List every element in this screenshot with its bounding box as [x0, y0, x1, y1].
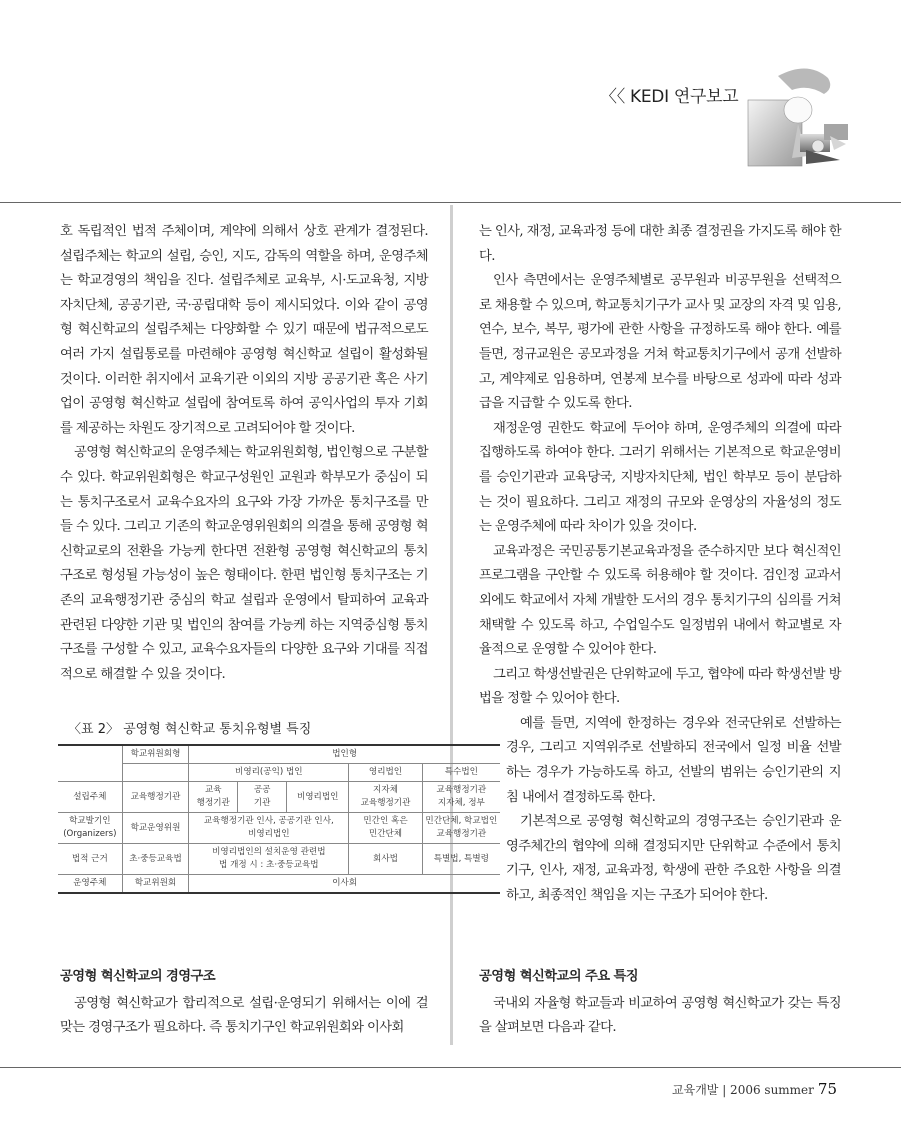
table-cell: 민간단체, 학교법인 교육행정기관 [422, 813, 500, 844]
table-row [58, 764, 500, 782]
table-cell: 교육행정기관 [122, 782, 189, 813]
table-cell: 설립주체 [58, 782, 122, 813]
table-row [58, 745, 500, 764]
kedi-logo-icon [742, 64, 860, 170]
paragraph: 는 인사, 재정, 교육과정 등에 대한 최종 결정권을 가지도록 해야 한다. [479, 224, 841, 264]
governance-table [58, 744, 500, 894]
section-heading: 공영형 혁신학교의 주요 특징 [479, 969, 639, 984]
table-title: 〈표 2〉 공영형 혁신학교 통치유형별 특징 [68, 722, 312, 737]
page-footer [672, 1080, 837, 1098]
table-cell: 이사회 [189, 875, 500, 894]
column-divider [450, 945, 453, 1045]
table-cell: 법인형 [189, 745, 500, 764]
table-cell: 운영주체 [58, 875, 122, 894]
paragraph: 재정운영 권한도 학교에 두어야 하며, 운영주체의 의결에 따라 집행하도록 하여야 한다. 그러기 위해서는 기본적으로 학교운영비를 승인기관과 교육당국, 지방자치단체, 법인 학부모 등이 분담하는 것이 필요하다. 그리고 재정의 규모와 운영상의 자율성의 정도는 운영주체에 따라 차이가 있을 것이다. [479, 420, 841, 535]
paragraph: 공영형 혁신학교의 운영주체는 학교위원회형, 법인형으로 구분할 수 있다. 학교위원회형은 학교구성원인 교원과 학부모가 중심이 되는 통치구조로서 교육수요자의 요구와 가장 가까운 통치구조를 만들 수 있다. 그리고 기존의 학교운영위원회의 의결을 통해 공영형 혁신학교로의 전환을 가능케 한다면 전환형 공영형 혁신학교의 통치구조로 형성될 가능성이 높은 형태이다. 한편 법인형 통치구조는 기존의 교육행정기관 중심의 학교 설립과 운영에서 탈피하여 교육과 관련된 다양한 기관 및 법인의 참여를 가능케 하는 지역중심형 통치구조를 구성할 수 있고, 교육수요자들의 다양한 요구와 기대를 직접적으로 해결할 수 있을 것이다. [60, 445, 428, 682]
paragraph: 호 독립적인 법적 주체이며, 계약에 의해서 상호 관계가 결정된다. 설립주체는 학교의 설립, 승인, 지도, 감독의 역할을 하며, 운영주체는 학교경영의 책임을 진다. 설립주체로 교육부, 시·도교육청, 지방자치단체, 공공기관, 국·공립대학 등이 제시되었다. 이와 같이 공영형 혁신학교의 설립주체는 다양화할 수 있기 때문에 법규적으로도 여러 가지 설립통로를 마련해야 공영형 혁신학교 설립이 활성화될 것이다. 이러한 취지에서 교육기관 이외의 지방 공공기관 혹은 사기업이 공영형 혁신학교 설립에 참여토록 하여 공익사업의 투자 기회를 제공하는 차원도 장기적으로 고려되어야 할 것이다. [60, 224, 428, 436]
left-column [60, 220, 428, 687]
paragraph: 그리고 학생선발권은 단위학교에 두고, 협약에 따라 학생선발 방법을 정할 수 있어야 한다. [479, 666, 841, 707]
table-cell: 교육 행정기관 [189, 782, 238, 813]
table-cell: 지자체 교육행정기관 [349, 782, 422, 813]
footer-text: 교육개발 | 2006 summer [672, 1083, 814, 1097]
section-management-structure [60, 965, 428, 1041]
page-header [0, 0, 901, 205]
right-column [479, 220, 841, 909]
table-row [58, 813, 500, 844]
table-cell: 교육행정기관 지자체, 정부 [422, 782, 500, 813]
table-cell: 학교위원회 [122, 875, 189, 894]
section-heading: 공영형 혁신학교의 경영구조 [60, 969, 215, 984]
table-cell: 학교위원회형 [122, 745, 189, 764]
table-cell: 영리법인 [349, 764, 422, 782]
paragraph: 국내외 자율형 학교들과 비교하여 공영형 혁신학교가 갖는 특징을 살펴보면 다음과 같다. [479, 995, 841, 1036]
paragraph: 인사 측면에서는 운영주체별로 공무원과 비공무원을 선택적으로 채용할 수 있으며, 학교통치기구가 교사 및 교장의 자격 및 임용, 연수, 보수, 복무, 평가에 관한 사항을 규정하도록 해야 한다. 예를 들면, 정규교원은 공모과정을 거쳐 학교통치기구에서 공개 선발하고, 계약제로 임용하며, 연봉제 보수를 바탕으로 성과에 따라 성과급을 지급할 수 있도록 한다. [479, 273, 841, 412]
table-cell [58, 745, 122, 764]
table-row [58, 875, 500, 894]
paragraph: 예를 들면, 지역에 한정하는 경우와 전국단위로 선발하는 경우, 그리고 지역위주로 선발하되 전국에서 일정 비율 선발하는 경우가 가능하도록 하고, 선발의 범위는 승인기관의 지침 내에서 결정하도록 한다. [506, 715, 841, 805]
paragraph: 기본적으로 공영형 혁신학교의 경영구조는 승인기관과 운영주체간의 협약에 의해 결정되지만 단위학교 수준에서 통치기구, 인사, 재정, 교육과정, 학생에 관한 주요한 사항을 의결하고, 최종적인 책임을 지는 구조가 되어야 한다. [506, 814, 841, 904]
page-number: 75 [817, 1080, 837, 1098]
header-title: 〈〈 KEDI 연구보고 [600, 87, 739, 107]
table-cell: 학교발기인 (Organizers) [58, 813, 122, 844]
table-row [58, 782, 500, 813]
table-cell: 초·중등교육법 [122, 844, 189, 875]
section-main-features [479, 965, 841, 1041]
paragraph: 공영형 혁신학교가 합리적으로 설립·운영되기 위해서는 이에 걸맞는 경영구조가 필요하다. 즉 통치기구인 학교위원회와 이사회 [60, 995, 428, 1036]
table-cell: 특수법인 [422, 764, 500, 782]
header-rule [0, 202, 901, 203]
table-cell: 민간인 혹은 민간단체 [349, 813, 422, 844]
table-cell: 교육행정기관 인사, 공공기관 인사, 비영리법인 [189, 813, 349, 844]
table-cell: 특별법, 특별령 [422, 844, 500, 875]
table-cell: 비영리(공익) 법인 [189, 764, 349, 782]
footer-rule [0, 1067, 901, 1068]
table-cell: 비영리법인 [287, 782, 349, 813]
table-cell: 회사법 [349, 844, 422, 875]
table-row [58, 844, 500, 875]
table-cell: 법적 근거 [58, 844, 122, 875]
table-cell: 학교운영위원 [122, 813, 189, 844]
table-cell: 공공 기관 [238, 782, 287, 813]
paragraph: 교육과정은 국민공통기본교육과정을 준수하지만 보다 혁신적인 프로그램을 구안할 수 있도록 허용해야 할 것이다. 검인정 교과서 외에도 학교에서 자체 개발한 도서의 경우 통치기구의 심의를 거쳐 채택할 수 있도록 하고, 수업일수도 일정범위 내에서 학교별로 자율적으로 운영할 수 있어야 한다. [479, 543, 841, 658]
table-cell [58, 764, 122, 782]
table-cell: 비영리법인의 설치운영 관련법 법 개정 시 : 초·중등교육법 [189, 844, 349, 875]
table-cell [122, 764, 189, 782]
